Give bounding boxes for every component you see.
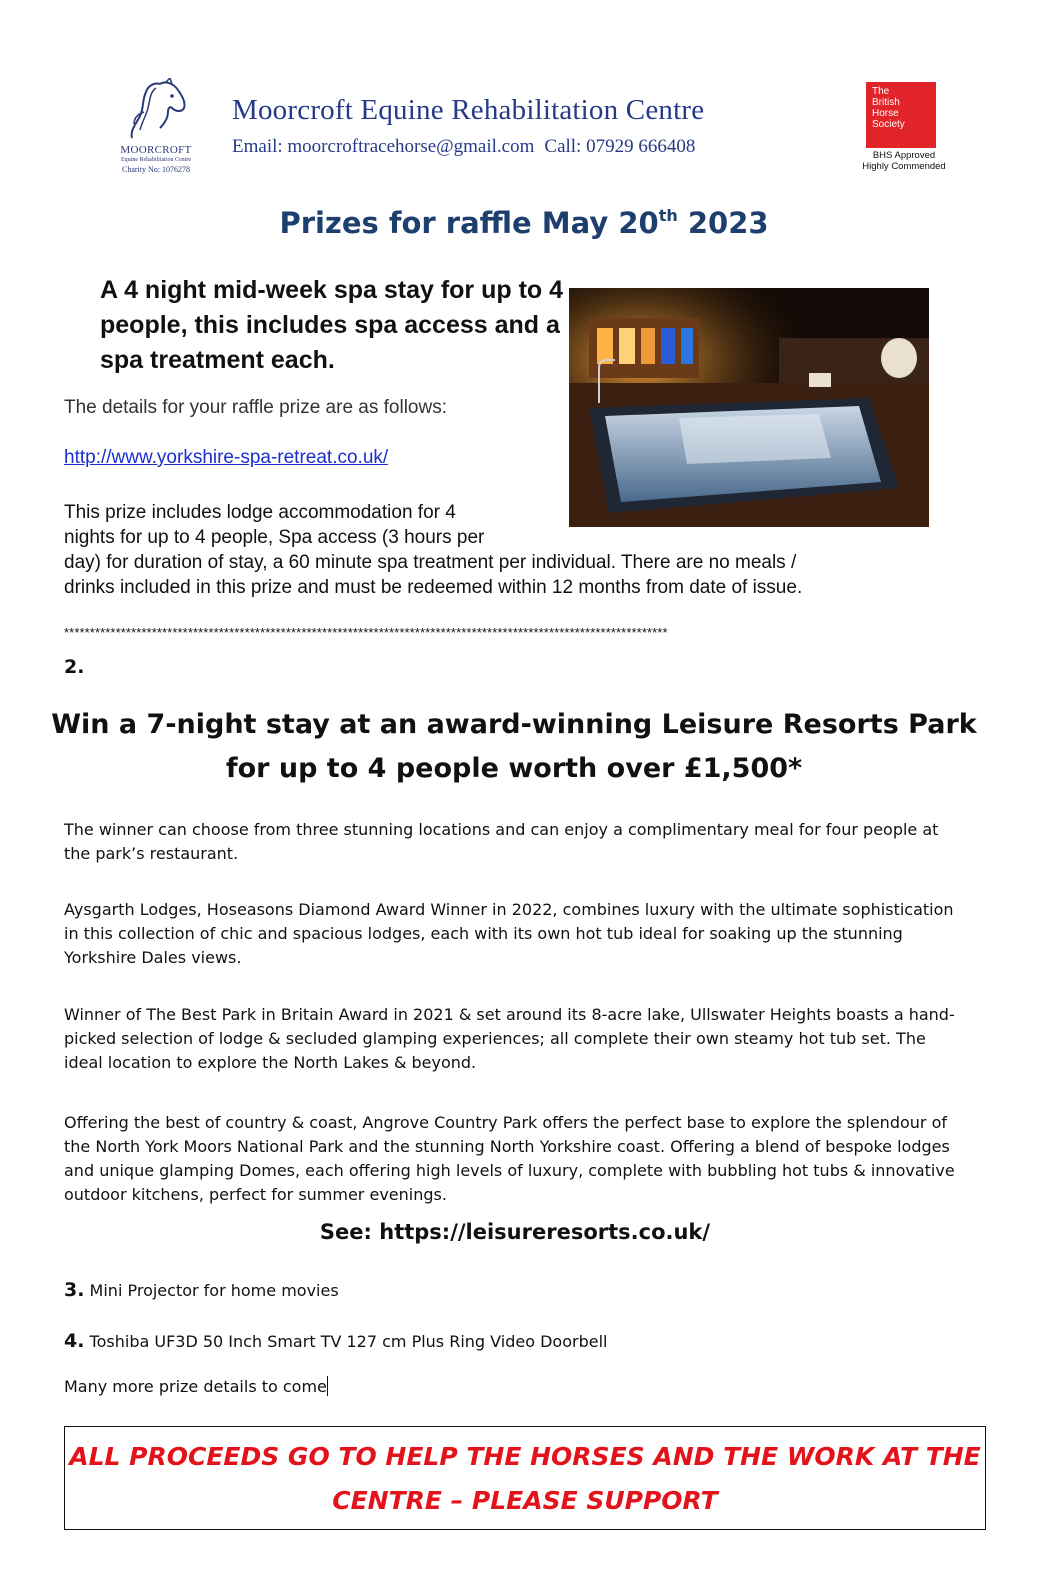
description-line: nights for up to 4 people, Spa access (3 hours per [64, 527, 485, 548]
organisation-name: Moorcroft Equine Rehabilitation Centre [232, 94, 705, 126]
moorcroft-logo [108, 78, 204, 178]
bhs-logo-line: The [872, 86, 890, 97]
bhs-caption-approved: BHS Approved [872, 150, 936, 161]
prize3-number: 3. [64, 1279, 85, 1301]
notice-line: CENTRE – PLEASE SUPPORT [332, 1486, 718, 1515]
bhs-logo [866, 82, 936, 148]
page-title [0, 206, 1048, 240]
description-line: drinks included in this prize and must be redeemed within 12 months from date of issue. [64, 577, 803, 598]
bhs-caption-commended: Highly Commended [862, 161, 946, 172]
horse-head-logo-icon [120, 78, 192, 144]
title-year: 2023 [687, 206, 769, 240]
leisure-resorts-link[interactable]: See: https://leisureresorts.co.uk/ [319, 1220, 711, 1244]
separator-line: ********************************************************************************************************************* [64, 625, 668, 640]
prize3-item [64, 1279, 339, 1301]
prize4-number: 4. [64, 1330, 85, 1352]
prize2-number: 2. [64, 656, 85, 678]
prize4-item [64, 1330, 607, 1352]
prize2-paragraph: Aysgarth Lodges, Hoseasons Diamond Award Winner in 2022, combines luxury with the ultimate sophistication in this collection of chic and spacious lodges, each with its own hot tub ideal for soaking up the stunning Yorkshire Dales views. [64, 900, 954, 967]
contact-line [232, 136, 695, 158]
description-line: This prize includes lodge accommodation for 4 [64, 502, 456, 523]
bhs-logo-line: British [872, 97, 900, 108]
logo-subtitle: Equine Rehabilitation Centre [121, 157, 191, 163]
title-superscript: th [658, 206, 678, 225]
text-cursor [327, 1376, 328, 1396]
logo-brand-text: MOORCROFT [120, 144, 192, 156]
bhs-logo-line: Horse [872, 108, 899, 119]
prize2-heading-line: Win a 7-night stay at an award-winning Leisure Resorts Park [51, 709, 977, 740]
notice-line: ALL PROCEEDS GO TO HELP THE HORSES AND THE WORK AT THE [69, 1442, 981, 1471]
description-line: day) for duration of stay, a 60 minute spa treatment per individual. There are no meals / [64, 552, 797, 573]
prize1-details-intro: The details for your raffle prize are as follows: [64, 397, 447, 418]
prize2-paragraph: Offering the best of country & coast, Angrove Country Park offers the perfect base to explore the splendour of the North York Moors National Park and the stunning North Yorkshire coast. Offering a blend of bespoke lodges and unique glamping Domes, each offering high levels of luxury, complete with bubbling hot tubs & innovative outdoor kitchens, perfect for summer evenings. [64, 1113, 955, 1204]
bhs-badge [852, 82, 956, 172]
prize2-heading-line: for up to 4 people worth over £1,500* [225, 753, 803, 784]
prize3-text: Mini Projector for home movies [89, 1281, 339, 1300]
prize2-paragraph: Winner of The Best Park in Britain Award in 2021 & set around its 8-acre lake, Ullswater Heights boasts a hand-picked selection of lodge & secluded glamping experiences; all complete their own steamy hot tub set. The ideal location to explore the North Lakes & beyond. [64, 1005, 955, 1072]
prize4-text: Toshiba UF3D 50 Inch Smart TV 127 cm Plus Ring Video Doorbell [89, 1332, 608, 1351]
contact-phone: Call: 07929 666408 [544, 136, 696, 157]
more-prizes-text[interactable] [64, 1376, 328, 1396]
more-prizes-label: Many more prize details to come [64, 1377, 327, 1396]
title-text: Prizes for raffle May 20 [279, 206, 659, 240]
prize1-link[interactable]: http://www.yorkshire-spa-retreat.co.uk/ [64, 447, 389, 468]
contact-email: Email: moorcroftracehorse@gmail.com [232, 136, 535, 157]
prize1-description [64, 500, 802, 600]
bhs-logo-line: Society [872, 119, 905, 130]
proceeds-notice-box [64, 1426, 986, 1530]
prize2-heading [40, 703, 988, 791]
charity-number: Charity No: 1076278 [122, 165, 190, 174]
prize2-paragraph: The winner can choose from three stunning locations and can enjoy a complimentary meal for four people at the park’s restaurant. [64, 820, 939, 863]
prize1-heading: A 4 night mid-week spa stay for up to 4 people, this includes spa access and a spa treatment each. [100, 276, 564, 374]
spa-pool-photo [569, 288, 929, 527]
